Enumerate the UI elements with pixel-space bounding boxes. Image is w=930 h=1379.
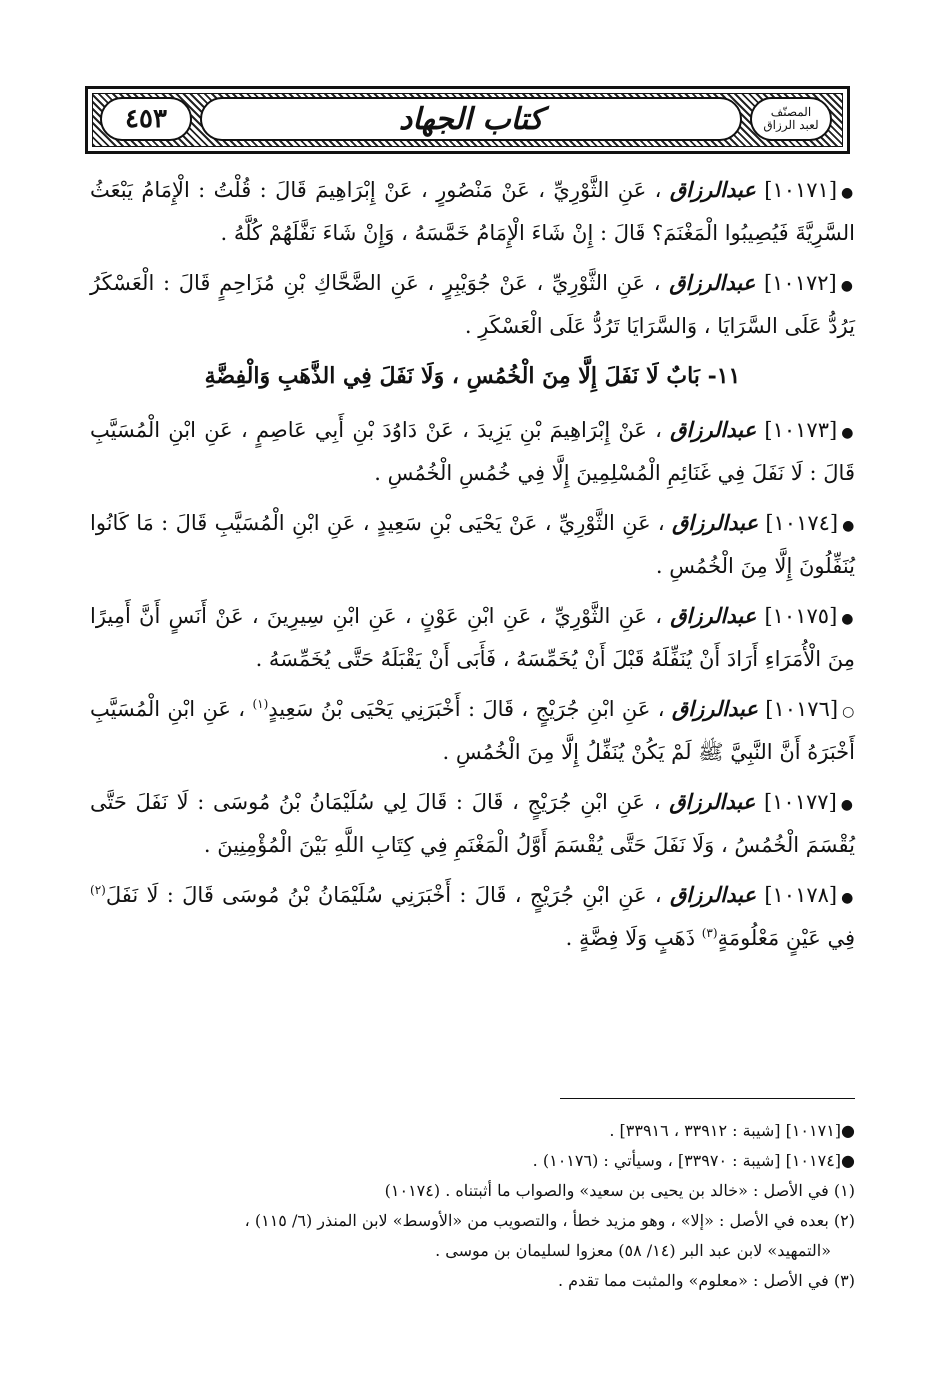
hadith-entry bbox=[90, 596, 855, 679]
footnote-marker[interactable]: (١) bbox=[252, 697, 269, 711]
hadith-number: [١٠١٧٨] bbox=[764, 883, 838, 907]
footnote-2: (٢) بعده في الأصل : «إلا» ، وهو مزيد خطأ ، والتصويب من «الأوسط» لابن المنذر (٦/ ١١٥) ، bbox=[244, 1211, 855, 1230]
hadith-number: [١٠١٧٦] bbox=[765, 697, 839, 721]
hadith-text: ، عَنِ الثَّوْرِيِّ ، عَنْ جُوَيْبِرٍ ، عَنِ الضَّحَّاكِ بْنِ مُزَاحِمٍ قَالَ : الْعَسْكَرُ يَرُدُّ عَلَى السَّرَايَا ، وَالسَّرَايَا تَرُدُّ عَلَى الْعَسْكَرِ . bbox=[90, 271, 855, 338]
hadith-number: [١٠١٧٧] bbox=[763, 790, 837, 814]
bullet-icon: ● bbox=[840, 797, 855, 813]
bullet-icon: ● bbox=[841, 890, 855, 906]
logo-line-1: المصنّف bbox=[770, 105, 812, 119]
footnote-source: ●[١٠١٧٤] [شيبة : ٣٣٩٧٠] ، وسيأتي : (١٠١٧٦) . bbox=[532, 1151, 855, 1170]
hadith-entry bbox=[90, 782, 855, 865]
hadith-entry bbox=[90, 503, 855, 586]
bullet-icon: ● bbox=[841, 611, 855, 627]
footnote-3: (٣) في الأصل : «معلوم» والمثبت مما تقدم . bbox=[557, 1271, 855, 1290]
hadith-entry bbox=[90, 263, 855, 346]
hadith-text: ، عَنِ ابْنِ جُرَيْجٍ ، قَالَ : أَخْبَرَنِي سُلَيْمَانُ بْنُ مُوسَى قَالَ : لَا نَفَلَ bbox=[105, 883, 662, 907]
hadith-text: ، عَنِ ابْنِ جُرَيْجٍ ، قَالَ : قَالَ لِي سُلَيْمَانُ بْنُ مُوسَى : لَا نَفَلَ حَتَّى يُقْسَمَ الْخُمُسُ ، وَلَا نَفَلَ حَتَّى يُقْسَمَ أَوَّلُ الْمَغْنَمِ فِي كِتَابِ اللَّهِ بَيْنَ الْمُؤْمِنِينَ . bbox=[90, 790, 855, 857]
hadith-entry bbox=[90, 689, 855, 772]
hadith-number: [١٠١٧٢] bbox=[763, 271, 837, 295]
hadith-text: ، عَنْ إِبْرَاهِيمَ بْنِ يَزِيدَ ، عَنْ دَاوُدَ بْنِ أَبِي عَاصِمٍ ، عَنِ ابْنِ الْمُسَيَّبِ قَالَ : لَا نَفَلَ فِي غَنَائِمِ الْمُسْلِمِينَ إِلَّا فِي خُمُسِ الْخُمُسِ . bbox=[90, 418, 855, 485]
narrator-name: عبدالرزاق bbox=[669, 789, 756, 814]
footnote-divider bbox=[560, 1098, 855, 1099]
bullet-icon: ● bbox=[840, 278, 855, 294]
page-number: ٤٥٣ bbox=[125, 104, 167, 134]
chapter-title: ١١- بَابٌ لَا نَفَلَ إِلَّا مِنَ الْخُمُسِ ، وَلَا نَفَلَ فِي الذَّهَبِ وَالْفِضَّةِ bbox=[204, 363, 741, 389]
hadith-text-continued: ، عَنِ ابْنِ الْمُسَيَّبِ أَخْبَرَهُ أَنَّ النَّبِيَّ ﷺ لَمْ يَكُنْ يُنَفِّلُ إِلَّا مِنَ الْخُمُسِ . bbox=[90, 697, 855, 764]
footnote-marker[interactable]: (٢) bbox=[90, 883, 106, 897]
book-title: كتاب الجهاد bbox=[398, 101, 544, 137]
hadith-entry bbox=[90, 170, 855, 253]
title-cartouche bbox=[200, 97, 742, 141]
hollow-bullet-icon: ○ bbox=[842, 704, 855, 720]
hadith-text: ، عَنِ الثَّوْرِيِّ ، عَنْ مَنْصُورٍ ، عَنْ إِبْرَاهِيمَ قَالَ : قُلْتُ : الْإِمَامُ يَبْعَثُ السَّرِيَّةَ فَيُصِيبُوا الْمَغْنَمَ؟ قَالَ : إِنْ شَاءَ الْإِمَامُ خَمَّسَهُ ، وَإِنْ شَاءَ نَفَّلَهُمْ كُلَّهُ . bbox=[90, 178, 855, 245]
logo-line-2: لعبد الرزاق bbox=[763, 118, 819, 132]
footnotes bbox=[90, 1116, 855, 1296]
hadith-number: [١٠١٧٥] bbox=[764, 604, 838, 628]
narrator-name: عبدالرزاق bbox=[669, 270, 756, 295]
book-logo bbox=[750, 97, 832, 141]
hadith-entry bbox=[90, 875, 855, 958]
bullet-icon: ● bbox=[841, 185, 855, 201]
page-header bbox=[85, 86, 850, 154]
hadith-entry bbox=[90, 410, 855, 493]
narrator-name: عبدالرزاق bbox=[669, 177, 756, 202]
hadith-text: ، عَنِ الثَّوْرِيِّ ، عَنْ يَحْيَى بْنِ سَعِيدٍ ، عَنِ ابْنِ الْمُسَيَّبِ قَالَ : مَا كَانُوا يُنَفِّلُونَ إِلَّا مِنَ الْخُمُسِ . bbox=[90, 511, 855, 578]
footnote-source: ●[١٠١٧١] [شيبة : ٣٣٩١٢ ، ٣٣٩١٦] . bbox=[609, 1121, 855, 1140]
page-number-cartouche bbox=[100, 97, 192, 141]
hadith-number: [١٠١٧٣] bbox=[764, 418, 838, 442]
footnote-1: (١) في الأصل : «خالد بن يحيى بن سعيد» والصواب ما أثبتناه . (١٠١٧٤) bbox=[384, 1181, 855, 1200]
hadith-number: [١٠١٧٤] bbox=[765, 511, 839, 535]
hadith-number: [١٠١٧١] bbox=[764, 178, 838, 202]
hadith-text-end: ذَهَبٍ وَلَا فِضَّةٍ . bbox=[565, 926, 696, 950]
footnote-marker[interactable]: (٣) bbox=[701, 926, 718, 940]
hadith-text: ، عَنِ ابْنِ جُرَيْجٍ ، قَالَ : أَخْبَرَنِي يَحْيَى بْنُ سَعِيدٍ bbox=[268, 697, 665, 721]
main-text bbox=[90, 170, 855, 968]
narrator-name: عبدالرزاق bbox=[670, 882, 756, 907]
narrator-name: عبدالرزاق bbox=[670, 417, 757, 442]
narrator-name: عبدالرزاق bbox=[671, 696, 758, 721]
narrator-name: عبدالرزاق bbox=[672, 510, 758, 535]
hadith-text-continued: فِي عَيْنٍ مَعْلُومَةٍ bbox=[717, 926, 855, 950]
footnote-2-continued: «التمهيد» لابن عبد البر (١٤/ ٥٨) معزوا لسليمان بن موسى . bbox=[435, 1241, 831, 1260]
bullet-icon: ● bbox=[841, 425, 855, 441]
narrator-name: عبدالرزاق bbox=[670, 603, 757, 628]
bullet-icon: ● bbox=[842, 518, 855, 534]
hadith-text: ، عَنِ الثَّوْرِيِّ ، عَنِ ابْنِ عَوْنٍ ، عَنِ ابْنِ سِيرِينَ ، عَنْ أَنَسٍ أَنَّ أَمِيرًا مِنَ الْأُمَرَاءِ أَرَادَ أَنْ يُنَفِّلَهُ قَبْلَ أَنْ يُخَمِّسَهُ ، فَأَبَى أَنْ يَقْبَلَهُ حَتَّى يُخَمِّسَهُ . bbox=[90, 604, 855, 671]
